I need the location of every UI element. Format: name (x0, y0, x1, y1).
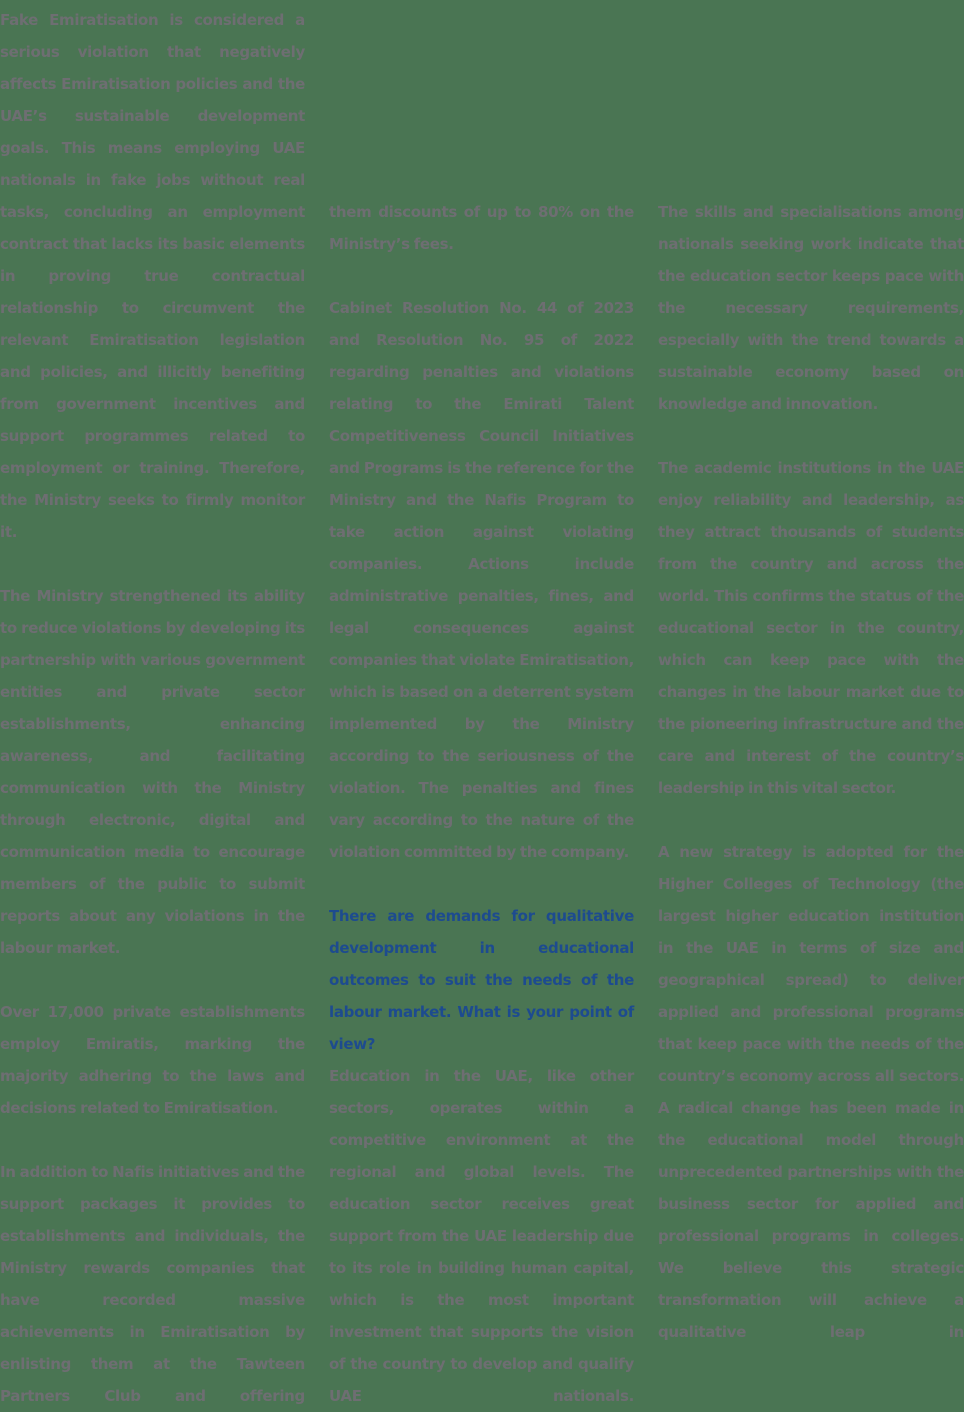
paragraph-academic-institutions: The academic institutions in the UAE enjoy reliability and leadership, as they attract thousands of students from the country and across the world. This confirms the status of the educational sector in the country, which can keep pace with the changes in the labour market due to the pioneering infrastructure and the care and interest of the country’s leadership in this vital sector. (658, 459, 964, 797)
paragraph-skills-specialisations: The skills and specialisations among nationals seeking work indicate that the education sector keeps pace with the necessary requirements, especially with the trend towards a sustainable economy based on knowledge and innovation. (658, 203, 964, 413)
middle-column (329, 196, 634, 1412)
paragraph-higher-colleges: A new strategy is adopted for the Higher Colleges of Technology (the largest higher education institution in the UAE in terms of size and geographical spread) to deliver applied and professional programs that keep pace with the needs of the country’s economy across all sectors. A radical change has been made in the educational model through unprecedented partnerships with the business sector for applied and professional programs in colleges. We believe this strategic transformation will achieve a qualitative leap in (658, 843, 964, 1341)
right-column (658, 196, 964, 1348)
paragraph-ministry-strengthened: The Ministry strengthened its ability to reduce violations by developing its partnership with various government entities and private sector establishments, enhancing awareness, and facilitating communication with the Ministry through electronic, digital and communication media to encourage members of the public to submit reports about any violations in the labour market. (0, 587, 305, 957)
paragraph-nafis-initiatives: In addition to Nafis initiatives and the support packages it provides to establishments and individuals, the Ministry rewards companies that have recorded massive achievements in Emiratisation by enlisting them at the Tawteen Partners Club and offering (0, 1163, 305, 1405)
interview-answer: Education in the UAE, like other sectors, operates within a competitive environment at the regional and global levels. The education sector receives great support from the UAE leadership due to its role in building human capital, which is the most important investment that supports the vision of the country to develop and qualify UAE nationals. (329, 1067, 634, 1405)
paragraph-cabinet-resolution: Cabinet Resolution No. 44 of 2023 and Resolution No. 95 of 2022 regarding penalties and violations relating to the Emirati Talent Competitiveness Council Initiatives and Programs is the reference for the Ministry and the Nafis Program to take action against violating companies. Actions include administrative penalties, fines, and legal consequences against companies that violate Emiratisation, which is based on a deterrent system implemented by the Ministry according to the seriousness of the violation. The penalties and fines vary according to the nature of the violation committed by the company. (329, 299, 634, 861)
left-column (0, 4, 305, 1412)
paragraph-private-establishments: Over 17,000 private establishments employ Emiratis, marking the majority adhering to the laws and decisions related to Emiratisation. (0, 1003, 305, 1117)
paragraph-fake-emiratisation: Fake Emiratisation is considered a serious violation that negatively affects Emiratisation policies and the UAE’s sustainable development goals. This means employing UAE nationals in fake jobs without real tasks, concluding an employment contract that lacks its basic elements in proving true contractual relationship to circumvent the relevant Emiratisation legislation and policies, and illicitly benefiting from government incentives and support programmes related to employment or training. Therefore, the Ministry seeks to firmly monitor it. (0, 11, 305, 541)
interview-question: There are demands for qualitative development in educational outcomes to suit the needs of the labour market. What is your point of view? (329, 907, 634, 1053)
paragraph-discounts: them discounts of up to 80% on the Ministry’s fees. (329, 203, 634, 253)
